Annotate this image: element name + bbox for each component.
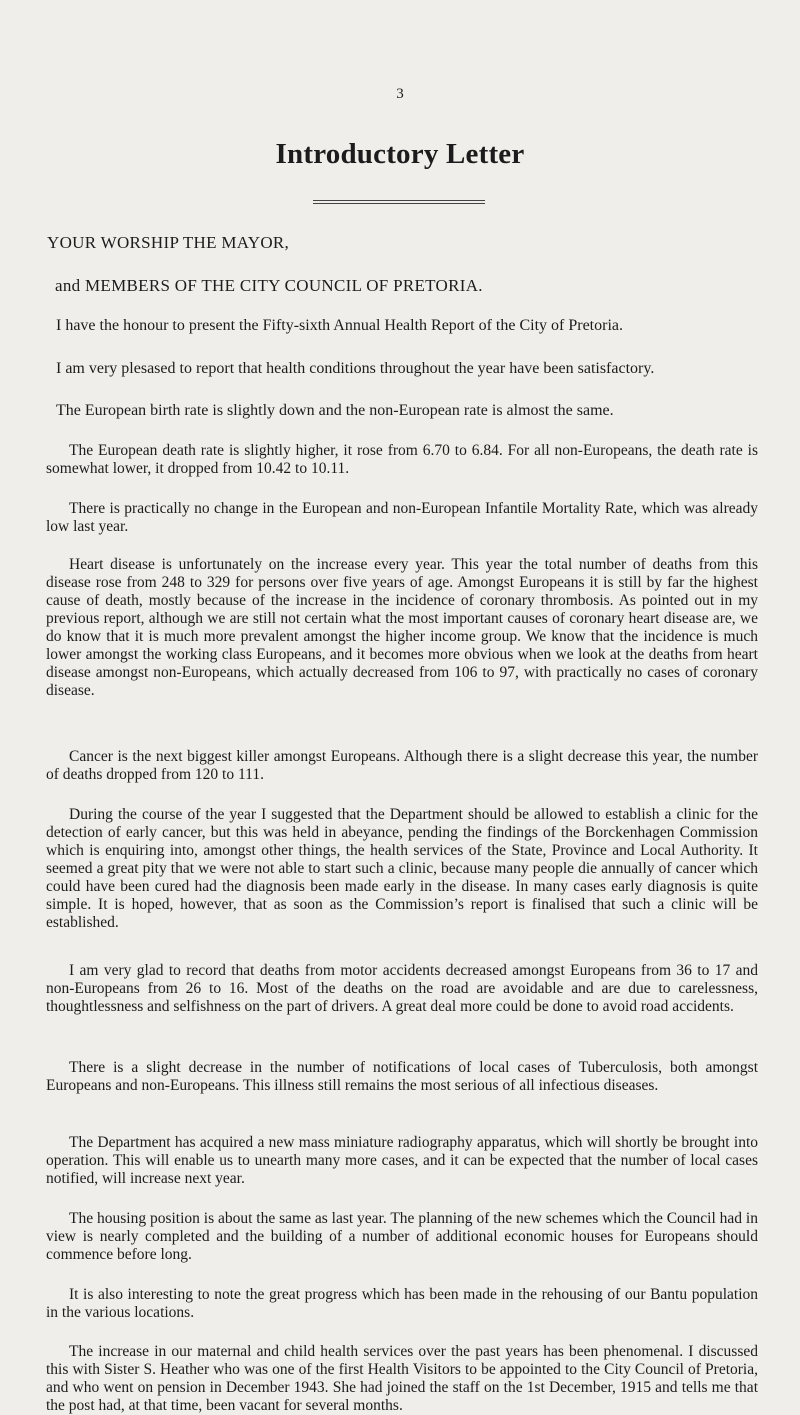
paragraph-4: The European death rate is slightly higher, it rose from 6.70 to 6.84. For all non-Europeans, the death rate is somewhat lower, it dropped from 10.42 to 10.11. [46, 442, 758, 477]
page-title: Introductory Letter [275, 138, 525, 170]
paragraph-9: I am very glad to record that deaths from motor accidents decreased amongst Europeans from 36 to 17 and non-Europeans from 26 to 16. Most of the deaths on the road are avoidable and are due to carelessness, thoughtlessness and selfishness on the part of drivers. A great deal more could be done to avoid road accidents. [46, 962, 758, 1015]
title-underline-bottom [313, 203, 485, 204]
paragraph-2: I am very plesased to report that health conditions throughout the year have been satisfactory. [56, 360, 655, 377]
title-underline-top [313, 200, 485, 201]
paragraph-1: I have the honour to present the Fifty-sixth Annual Health Report of the City of Pretoria. [56, 317, 623, 334]
paragraph-3: The European birth rate is slightly down and the non-European rate is almost the same. [56, 402, 614, 419]
paragraph-6: Heart disease is unfortunately on the increase every year. This year the total number of deaths from this disease rose from 248 to 329 for persons over five years of age. Amongst Europeans it is still by far the highest cause of death, mostly because of the increase in the incidence of coronary thrombosis. As pointed out in my previous report, although we are still not certain what the most important causes of coronary heart disease are, we do know that it is much more prevalent amongst the higher income group. We know that the incidence is much lower amongst the working class Europeans, and it becomes more obvious when we look at the deaths from heart disease amongst non-Europeans, which actually decreased from 106 to 97, with practically no cases of coronary disease. [46, 556, 758, 699]
salutation-line-1: YOUR WORSHIP THE MAYOR, [47, 233, 290, 252]
paragraph-10: There is a slight decrease in the number of notifications of local cases of Tuberculosis, both amongst Europeans and non-Europeans. This illness still remains the most serious of all infectious diseases. [46, 1059, 758, 1094]
paragraph-13: It is also interesting to note the great progress which has been made in the rehousing of our Bantu population in the various locations. [46, 1286, 758, 1321]
paragraph-7: Cancer is the next biggest killer amongst Europeans. Although there is a slight decrease this year, the number of deaths dropped from 120 to 111. [46, 748, 758, 783]
paragraph-12: The housing position is about the same as last year. The planning of the new schemes which the Council had in view is nearly completed and the building of a number of additional economic houses for Europeans should commence before long. [46, 1210, 758, 1263]
paragraph-8: During the course of the year I suggested that the Department should be allowed to establish a clinic for the detection of early cancer, but this was held in abeyance, pending the findings of the Borckenhagen Commission which is enquiring into, amongst other things, the health services of the State, Province and Local Authority. It seemed a great pity that we were not able to start such a clinic, because many people die annually of cancer which could have been cured had the diagnosis been made early in the disease. In many cases early diagnosis is quite simple. It is hoped, however, that as soon as the Commission’s report is finalised that such a clinic will be established. [46, 806, 758, 931]
paragraph-11: The Department has acquired a new mass miniature radiography apparatus, which will shortly be brought into operation. This will enable us to unearth many more cases, and it can be expected that the number of local cases notified, will increase next year. [46, 1134, 758, 1187]
page-number: 3 [396, 86, 404, 102]
salutation-line-2: and MEMBERS OF THE CITY COUNCIL OF PRETORIA. [55, 276, 483, 295]
paragraph-14: The increase in our maternal and child health services over the past years has been phenomenal. I discussed this with Sister S. Heather who was one of the first Health Visitors to be appointed to the City Council of Pretoria, and who went on pension in December 1943. She had joined the staff on the 1st December, 1915 and tells me that the post had, at that time, been vacant for several months. [46, 1343, 758, 1414]
paragraph-5: There is practically no change in the European and non-European Infantile Mortality Rate, which was already low last year. [46, 500, 758, 535]
